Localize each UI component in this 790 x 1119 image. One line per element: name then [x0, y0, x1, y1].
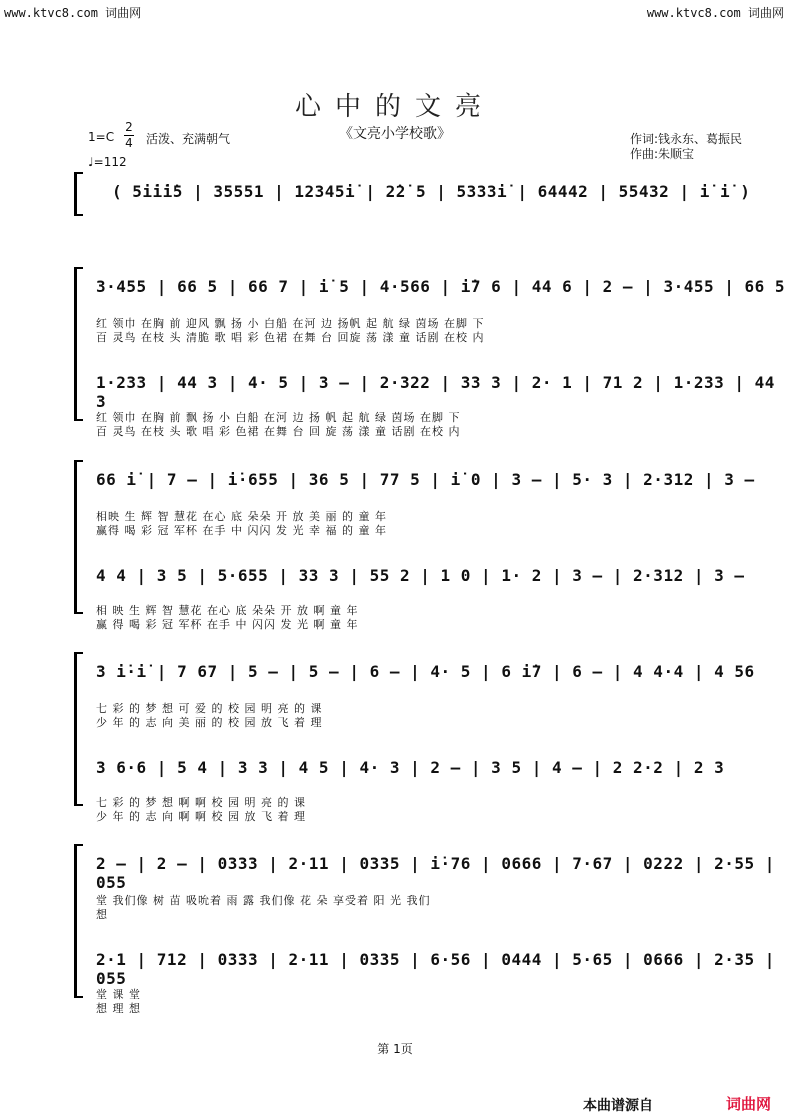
lower-lyric-verse-2: 赢 得 喝 彩 冠 军杯 在手 中 闪闪 发 光 啊 童 年 — [96, 618, 359, 631]
upper-lyric-verse-1: 七 彩 的 梦 想 可 爱 的 校 园 明 亮 的 课 — [96, 702, 323, 715]
tempo-mark: ♩=112 — [88, 155, 127, 169]
lower-lyric-verse-1: 相 映 生 辉 智 慧花 在心 底 朵朵 开 放 啊 童 年 — [96, 604, 359, 617]
system-bracket — [74, 267, 83, 421]
upper-voice-notes: 3·455 | 66 5 | 66 7 | i̇ 5 | 4·566 | i̇7 6 | 44 6 | 2 – | 3·455 | 66 5 — [96, 277, 786, 296]
score-system-3 — [0, 458, 790, 638]
lower-voice-notes: 1·233 | 44 3 | 4· 5 | 3 – | 2·322 | 33 3 | 2· 1 | 71 2 | 1·233 | 44 3 — [96, 373, 775, 411]
lower-lyric-verse-1: 红 领巾 在胸 前 飘 扬 小 白船 在河 边 扬 帆 起 航 绿 茵场 在脚 下 — [96, 411, 461, 424]
page-number: 第 1页 — [377, 1042, 413, 1056]
upper-lyric-verse-2: 百 灵鸟 在枝 头 清脆 歌 唱 彩 色裙 在舞 台 回旋 荡 漾 童 话剧 在校 内 — [96, 331, 485, 344]
score-system-5 — [0, 842, 790, 1022]
upper-lyric-verse-1: 红 领巾 在胸 前 迎风 飘 扬 小 白船 在河 边 扬帆 起 航 绿 茵场 在脚 下 — [96, 317, 485, 330]
lower-voice-notes: 2·1 | 712 | 0333 | 2·11 | 0335 | 6·56 | 0444 | 5·65 | 0666 | 2·35 | 055 — [96, 950, 775, 988]
song-title: 心中的文亮 — [294, 92, 495, 122]
source-label: 本曲谱源自 — [583, 1098, 653, 1114]
upper-lyric-verse-1: 相映 生 辉 智 慧花 在心 底 朵朵 开 放 美 丽 的 童 年 — [96, 510, 387, 523]
system-bracket — [74, 172, 83, 216]
upper-voice-notes: 3 i̇·i̇ | 7 67 | 5 – | 5 – | 6 – | 4· 5 | 6 i̇7 | 6 – | 4 4·4 | 4 56 — [96, 662, 755, 681]
intro-notes: ( 5i̇i̇i̇5 | 35551 | 12345i̇ | 2̇2̇ 5 | 5333i̇ | 64442 | 55432 | i̇ i̇ ) — [112, 182, 751, 201]
system-bracket — [74, 844, 83, 998]
upper-lyric-verse-2: 少 年 的 志 向 美 丽 的 校 园 放 飞 着 理 — [96, 716, 323, 729]
watermark-left: www.ktvc8.com 词曲网 — [4, 6, 142, 20]
system-bracket — [74, 460, 83, 614]
time-signature — [124, 120, 134, 151]
lower-lyric-verse-1: 堂 课 堂 — [96, 988, 141, 1001]
upper-lyric-verse-2: 想 — [96, 908, 108, 921]
key-signature: 1=C — [88, 130, 115, 144]
lower-lyric-verse-2: 少 年 的 志 向 啊 啊 校 园 放 飞 着 理 — [96, 810, 306, 823]
lower-lyric-verse-2: 百 灵鸟 在枝 头 歌 唱 彩 色裙 在舞 台 回 旋 荡 漾 童 话剧 在校 内 — [96, 425, 461, 438]
composer-credit: 作曲:朱顺宝 — [630, 147, 695, 161]
lower-voice-notes: 4 4 | 3 5 | 5·655 | 33 3 | 55 2 | 1 0 | 1· 2 | 3 – | 2·312 | 3 – — [96, 566, 745, 585]
watermark-right: www.ktvc8.com 词曲网 — [646, 6, 784, 20]
upper-lyric-verse-2: 赢得 喝 彩 冠 军杯 在手 中 闪闪 发 光 幸 福 的 童 年 — [96, 524, 387, 537]
lyricist-credit: 作词:钱永东、葛振民 — [630, 132, 743, 146]
time-top: 2 — [125, 120, 133, 134]
site-logo: 词曲网 — [726, 1095, 772, 1113]
system-bracket — [74, 652, 83, 806]
score-system-1 — [0, 170, 790, 220]
song-subtitle: 《文亮小学校歌》 — [339, 126, 451, 142]
score-system-4 — [0, 650, 790, 830]
expression-mark: 活泼、充满朝气 — [146, 132, 231, 146]
lower-voice-notes: 3 6·6 | 5 4 | 3 3 | 4 5 | 4· 3 | 2 – | 3 5 | 4 – | 2 2·2 | 2 3 — [96, 758, 725, 777]
time-bottom: 4 — [125, 136, 133, 150]
upper-voice-notes: 66 i̇ | 7 – | i̇·655 | 36 5 | 77 5 | i̇ 0 | 3 – | 5· 3 | 2·312 | 3 – — [96, 470, 755, 489]
upper-lyric-verse-1: 堂 我们像 树 苗 吸吮着 雨 露 我们像 花 朵 享受着 阳 光 我们 — [96, 894, 431, 907]
score-system-2 — [0, 265, 790, 445]
upper-voice-notes: 2 – | 2 – | 0333 | 2·11 | 0335 | i̇·76 | 0666 | 7·67 | 0222 | 2·55 | 055 — [96, 854, 775, 892]
lower-lyric-verse-2: 想 理 想 — [96, 1002, 141, 1015]
lower-lyric-verse-1: 七 彩 的 梦 想 啊 啊 校 园 明 亮 的 课 — [96, 796, 306, 809]
